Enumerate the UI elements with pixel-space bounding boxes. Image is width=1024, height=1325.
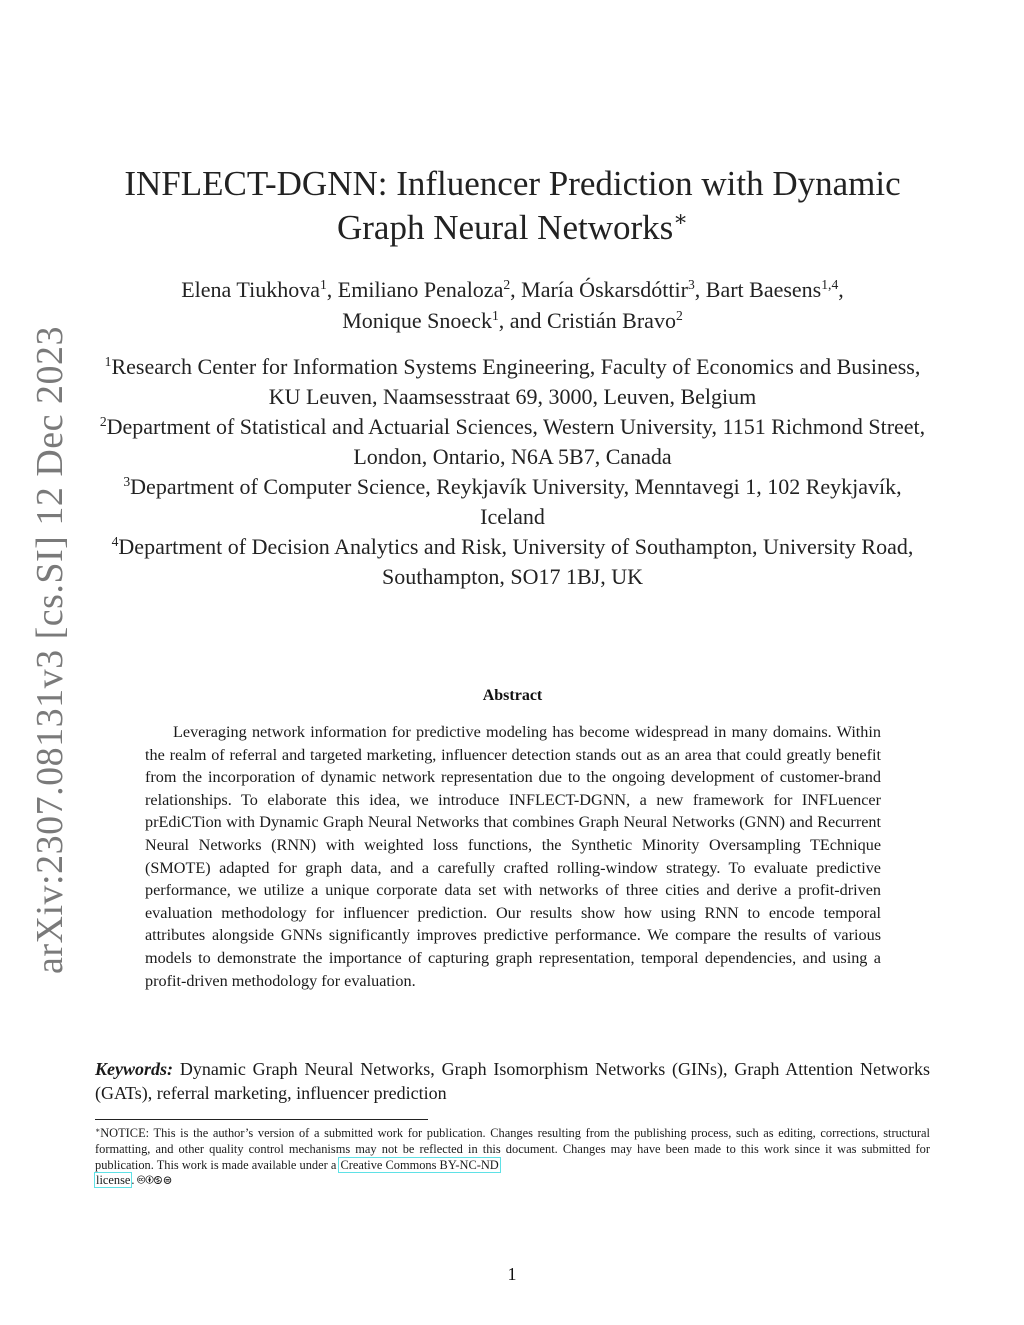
- cc-license-icon: 🅭🅯🄏⊜: [137, 1173, 174, 1188]
- author-line-2: [95, 305, 930, 336]
- author-sep: ,: [838, 277, 844, 302]
- title-line-2: [95, 206, 930, 250]
- author-affil: 2: [503, 276, 511, 292]
- affiliation-number: 3: [123, 473, 131, 489]
- title-footnote-mark: ∗: [673, 206, 689, 231]
- author-line-1: [95, 274, 930, 305]
- affiliation-list: [95, 352, 930, 592]
- page-number: 1: [507, 1264, 517, 1284]
- affiliation: [95, 352, 930, 412]
- affiliation-number: 4: [111, 533, 119, 549]
- arxiv-side-label: arXiv:2307.08131v3 [cs.SI] 12 Dec 2023: [29, 325, 71, 975]
- title-line-1: INFLECT-DGNN: Influencer Prediction with Dynamic: [124, 164, 901, 203]
- footnote-mark: ∗: [95, 1125, 101, 1135]
- cc-license-link[interactable]: Creative Commons BY-NC-ND: [340, 1157, 499, 1172]
- author-affil: 3: [687, 276, 695, 292]
- affiliation-text: Department of Statistical and Actuarial Sciences, Western University, 1151 Richmond Street, London, Ontario, N6A 5B7, Canada: [106, 414, 926, 469]
- author-sep: ,: [694, 277, 706, 302]
- affiliation-number: 1: [104, 353, 112, 369]
- keywords-text: Dynamic Graph Neural Networks, Graph Isomorphism Networks (GINs), Graph Attention Networks (GATs), referral marketing, influencer prediction: [95, 1059, 931, 1103]
- author-affil: 1: [319, 276, 327, 292]
- author-sep: , and: [498, 308, 548, 333]
- affiliation-text: Department of Decision Analytics and Risk, University of Southampton, University Road, Southampton, SO17 1BJ, UK: [118, 534, 914, 589]
- author-name: Bart Baesens: [705, 277, 822, 302]
- affiliation-number: 2: [99, 413, 107, 429]
- abstract-text: Leveraging network information for predictive modeling has become widespread in many domains. Within the realm of referral and targeted marketing, influencer detection stands out as an area that could greatly benefit from the incorporation of dynamic network representation due to the ongoing development of customer-brand relationships. To elaborate this idea, we introduce INFLECT-DGNN, a new framework for INFLuencer prEdiCTion with Dynamic Graph Neural Networks that combines Graph Neural Networks (GNN) and Recurrent Neural Networks (RNN) with weighted loss functions, the Synthetic Minority Oversampling TEchnique (SMOTE) adapted for graph data, and a carefully crafted rolling-window strategy. To evaluate predictive performance, we utilize a unique corporate data set with networks of three cities and derive a profit-driven evaluation methodology for influencer prediction. Our results show how using RNN to encode temporal attributes alongside GNNs significantly improves predictive performance. We compare the results of various models to demonstrate the importance of capturing graph representation, temporal dependencies, and using a profit-driven methodology for evaluation.: [145, 723, 881, 990]
- footnote-divider: [95, 1119, 428, 1120]
- author-name: Monique Snoeck: [342, 308, 492, 333]
- affiliation-text: Department of Computer Science, Reykjavík University, Menntavegi 1, 102 Reykjavík, Iceland: [130, 474, 902, 529]
- affiliation: [95, 472, 930, 532]
- author-affil: 1: [491, 307, 499, 323]
- affiliation: [95, 532, 930, 592]
- author-name: Emiliano Penaloza: [337, 277, 504, 302]
- author-affil: 2: [675, 307, 683, 323]
- author-list: [95, 274, 930, 336]
- footnote-text: NOTICE: This is the author’s version of a submitted work for publication. Changes resulting from the publishing process, such as editing, corrections, structural formatting, and other quality control mechanisms may not be reflected in this document. Changes may have been made to this work since it was submitted for publication. This work is made available under a: [95, 1126, 930, 1172]
- author-sep: ,: [510, 277, 522, 302]
- license-link[interactable]: license: [96, 1173, 131, 1188]
- keywords: [95, 1057, 930, 1105]
- affiliation-text: Research Center for Information Systems Engineering, Faculty of Economics and Business, KU Leuven, Naamsesstraat 69, 3000, Leuven, Belgium: [111, 354, 921, 409]
- footnote-trail: .: [131, 1173, 135, 1188]
- footnote: [95, 1126, 930, 1189]
- author-name: María Óskarsdóttir: [521, 277, 688, 302]
- abstract-heading: Abstract: [482, 687, 543, 704]
- author-affil: 1,4: [821, 276, 839, 292]
- author-sep: ,: [326, 277, 338, 302]
- affiliation: [95, 412, 930, 472]
- keywords-label: Keywords:: [95, 1059, 173, 1079]
- paper-title: [95, 162, 930, 250]
- author-name: Elena Tiukhova: [181, 277, 320, 302]
- title-line-2-text: Graph Neural Networks: [336, 208, 674, 247]
- author-name: Cristián Bravo: [547, 308, 676, 333]
